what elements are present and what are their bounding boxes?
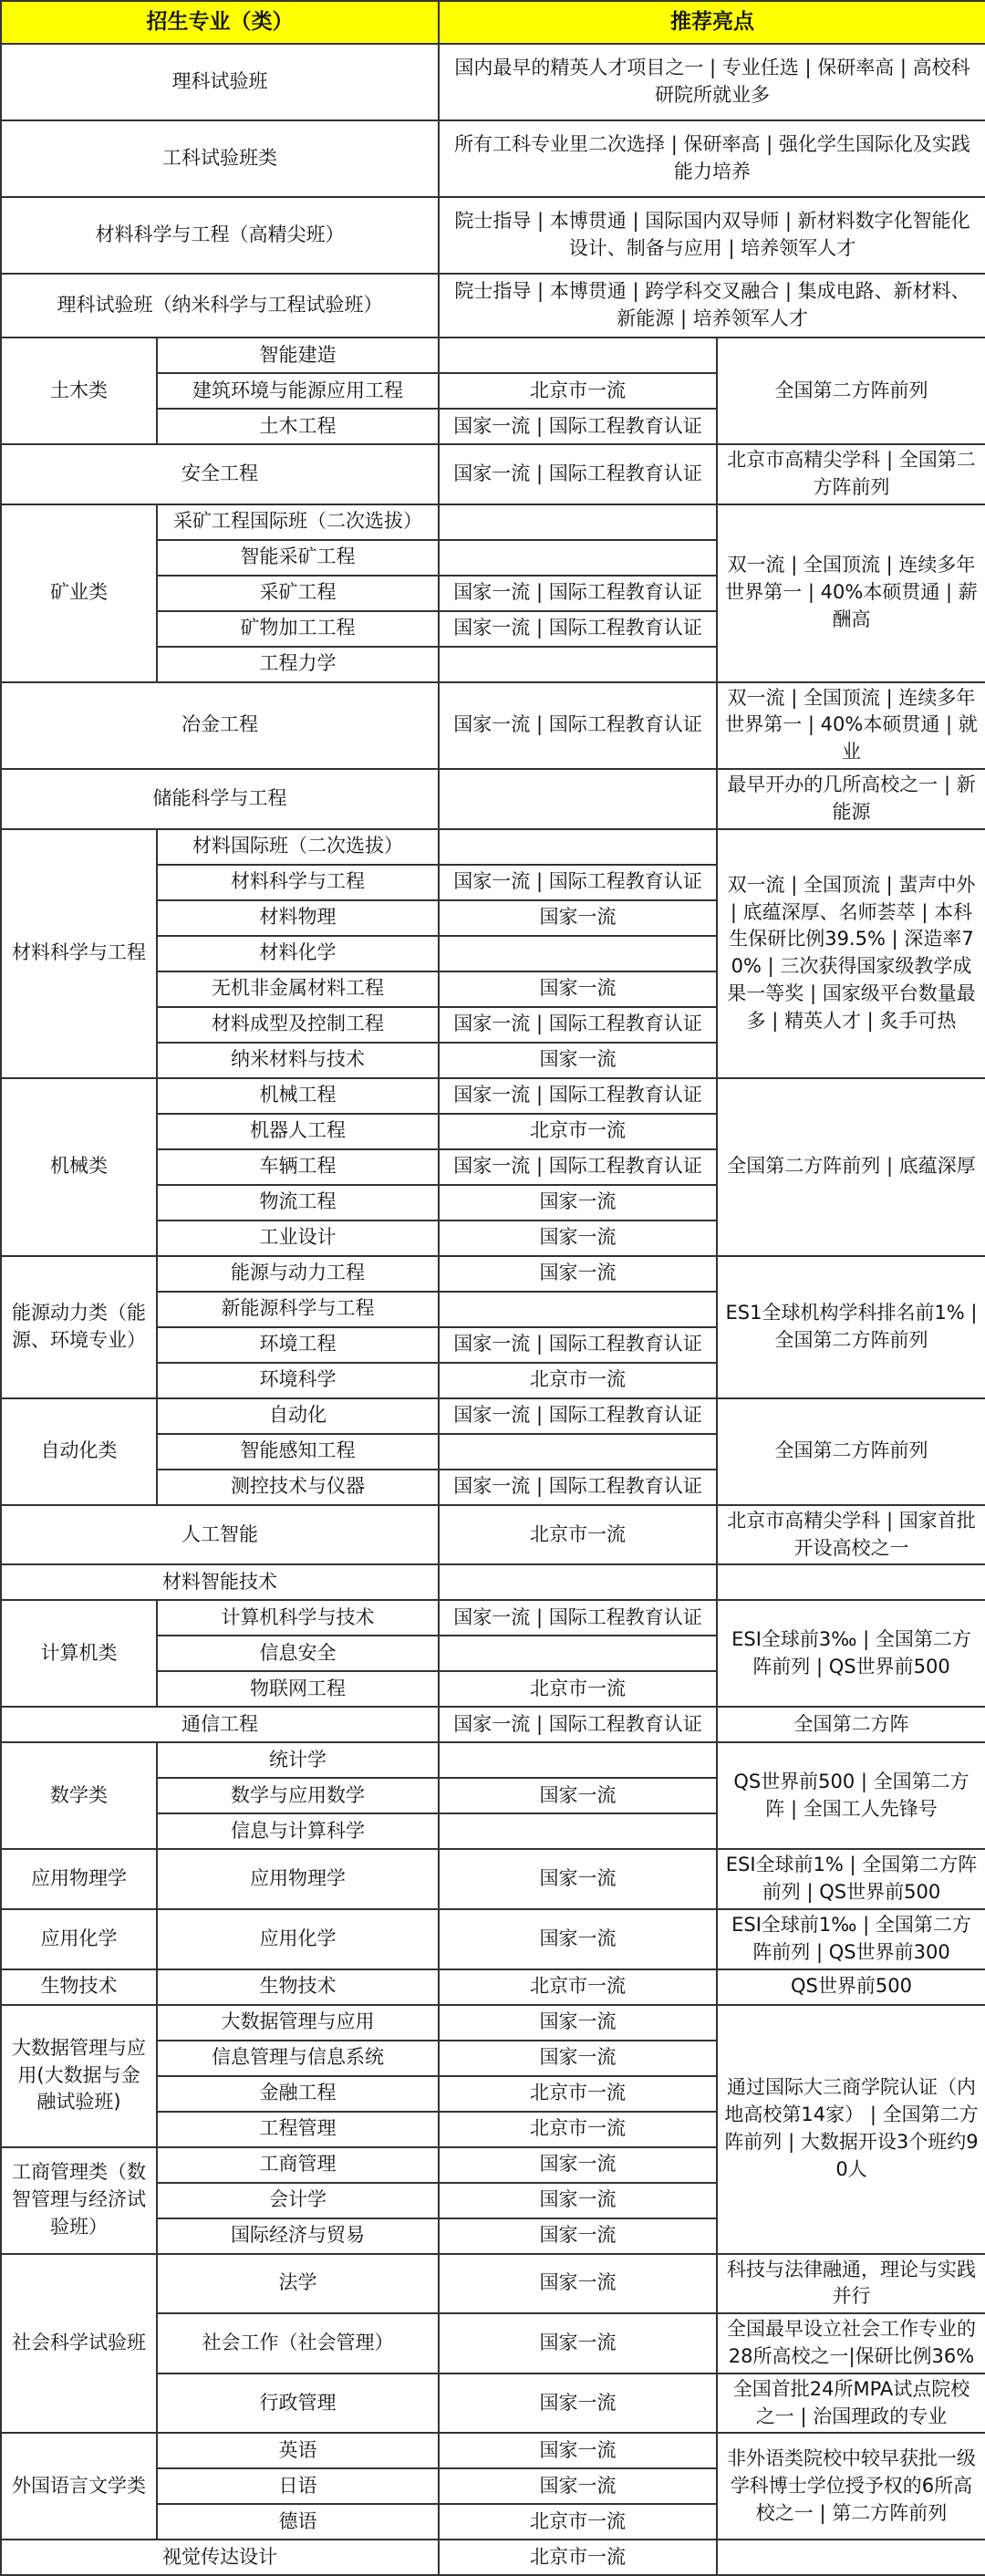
highlight-text: 全国第二方阵前列: [717, 1398, 985, 1505]
major-name: 信息安全: [157, 1636, 439, 1671]
major-name: 统计学: [157, 1742, 439, 1778]
category-name: 矿业类: [1, 504, 157, 682]
rating-cell: [439, 647, 717, 682]
rating-cell: 国家一流: [439, 1185, 717, 1220]
highlight-text: 全国第二方阵前列: [717, 338, 985, 444]
table-row: [1, 682, 985, 769]
major-name: 测控技术与仪器: [157, 1470, 439, 1505]
category-name: 外国语言文学类: [1, 2433, 157, 2540]
highlight-text: 院士指导 | 本博贯通 | 跨学科交叉融合 | 集成电路、新材料、新能源 | 培养领军人才: [439, 274, 985, 338]
major-name: 机械工程: [157, 1078, 439, 1114]
highlight-text: ESI全球前3‰ | 全国第二方阵前列 | QS世界前500: [717, 1600, 985, 1707]
rating-cell: 北京市一流: [439, 1671, 717, 1707]
rating-cell: 国家一流 | 国际工程教育认证: [439, 682, 717, 769]
table-body: [1, 44, 985, 2575]
category-name: 能源动力类（能源、环境专业）: [1, 1256, 157, 1398]
table-row: [1, 44, 985, 120]
major-name: 人工智能: [1, 1505, 439, 1565]
rating-cell: 国家一流: [439, 2147, 717, 2183]
major-name: 国际经济与贸易: [157, 2218, 439, 2254]
rating-cell: [439, 504, 717, 540]
major-name: 车辆工程: [157, 1149, 439, 1185]
major-name: 材料智能技术: [1, 1564, 439, 1600]
highlight-text: ESI全球前1% | 全国第二方阵前列 | QS世界前500: [717, 1849, 985, 1909]
highlight-text: QS世界前500 | 全国第二方阵 | 全国工人先锋号: [717, 1742, 985, 1849]
highlight-text: 全国首批24所MPA试点院校之一 | 治国理政的专业: [717, 2373, 985, 2434]
category-name: 工商管理类（数智管理与经济试验班）: [1, 2147, 157, 2254]
highlight-text: 最早开办的几所高校之一 | 新能源: [717, 769, 985, 829]
major-name: 工程管理: [157, 2112, 439, 2147]
major-name: 理科试验班（纳米科学与工程试验班）: [1, 274, 439, 338]
rating-cell: 北京市一流: [439, 2540, 717, 2575]
rating-cell: 国家一流: [439, 1778, 717, 1813]
category-name: 数学类: [1, 1742, 157, 1849]
rating-cell: [439, 769, 717, 829]
rating-cell: 国家一流: [439, 2373, 717, 2434]
major-name: 环境科学: [157, 1363, 439, 1398]
major-name: 冶金工程: [1, 682, 439, 769]
highlight-text: 北京市高精尖学科 | 全国第二方阵前列: [717, 444, 985, 504]
table-row: [1, 1564, 985, 1600]
rating-cell: 国家一流 | 国际工程教育认证: [439, 1078, 717, 1114]
rating-cell: 国家一流 | 国际工程教育认证: [439, 409, 717, 444]
highlight-text: [717, 2540, 985, 2575]
highlight-text: QS世界前500: [717, 1969, 985, 2005]
major-name: 工科试验班类: [1, 120, 439, 197]
highlight-text: 所有工科专业里二次选择 | 保研率高 | 强化学生国际化及实践能力培养: [439, 120, 985, 197]
major-name: 自动化: [157, 1398, 439, 1434]
rating-cell: 国家一流: [439, 2005, 717, 2041]
rating-cell: 北京市一流: [439, 1363, 717, 1398]
rating-cell: [439, 829, 717, 865]
rating-cell: [439, 1564, 717, 1600]
major-name: 环境工程: [157, 1327, 439, 1363]
rating-cell: 国家一流 | 国际工程教育认证: [439, 865, 717, 900]
major-name: 安全工程: [1, 444, 439, 504]
rating-cell: 国家一流 | 国际工程教育认证: [439, 1600, 717, 1636]
highlight-text: 院士指导 | 本博贯通 | 国际国内双导师 | 新材料数字化智能化设计、制备与应用 | 培养领军人才: [439, 197, 985, 274]
major-name: 物流工程: [157, 1185, 439, 1220]
table-row: [1, 1707, 985, 1742]
table-row: [1, 1849, 985, 1909]
category-name: 土木类: [1, 338, 157, 444]
major-name: 法学: [157, 2254, 439, 2314]
major-name: 材料化学: [157, 936, 439, 971]
major-name: 通信工程: [1, 1707, 439, 1742]
major-name: 能源与动力工程: [157, 1256, 439, 1292]
major-name: 材料科学与工程: [157, 865, 439, 900]
rating-cell: [439, 936, 717, 971]
highlight-text: [717, 1564, 985, 1600]
table-row: [1, 1398, 985, 1434]
rating-cell: 国家一流: [439, 2468, 717, 2504]
major-name: 信息与计算科学: [157, 1813, 439, 1849]
major-name: 德语: [157, 2504, 439, 2540]
rating-cell: 国家一流: [439, 2041, 717, 2076]
rating-cell: 国家一流: [439, 1909, 717, 1969]
rating-cell: 北京市一流: [439, 373, 717, 409]
major-name: 矿物加工工程: [157, 611, 439, 647]
rating-cell: 国家一流 | 国际工程教育认证: [439, 611, 717, 647]
header-row: [1, 1, 985, 44]
rating-cell: 北京市一流: [439, 1969, 717, 2005]
rating-cell: 国家一流: [439, 1220, 717, 1256]
major-name: 材料国际班（二次选拔）: [157, 829, 439, 865]
major-name: 行政管理: [157, 2373, 439, 2434]
highlight-text: 科技与法律融通，理论与实践并行: [717, 2254, 985, 2314]
major-name: 英语: [157, 2433, 439, 2468]
major-name: 会计学: [157, 2183, 439, 2218]
rating-cell: 国家一流 | 国际工程教育认证: [439, 1007, 717, 1043]
major-name: 应用物理学: [157, 1849, 439, 1909]
rating-cell: 国家一流: [439, 2218, 717, 2254]
major-name: 社会工作（社会管理）: [157, 2313, 439, 2373]
major-name: 视觉传达设计: [1, 2540, 439, 2575]
table-row: [1, 1909, 985, 1969]
rating-cell: [439, 1292, 717, 1327]
rating-cell: 国家一流 | 国际工程教育认证: [439, 1707, 717, 1742]
rating-cell: [439, 1742, 717, 1778]
rating-cell: 北京市一流: [439, 2076, 717, 2112]
rating-cell: 国家一流: [439, 1849, 717, 1909]
table-row: [1, 274, 985, 338]
major-name: 机器人工程: [157, 1114, 439, 1149]
category-name: 计算机类: [1, 1600, 157, 1707]
rating-cell: 北京市一流: [439, 2504, 717, 2540]
rating-cell: 国家一流: [439, 900, 717, 936]
category-name: 机械类: [1, 1078, 157, 1256]
table-row: [1, 829, 985, 865]
highlight-text: 北京市高精尖学科 | 国家首批开设高校之一: [717, 1505, 985, 1565]
rating-cell: 国家一流 | 国际工程教育认证: [439, 444, 717, 504]
rating-cell: 国家一流: [439, 2313, 717, 2373]
highlight-text: 双一流 | 全国顶流 | 连续多年世界第一 | 40%本硕贯通 | 薪酬高: [717, 504, 985, 682]
major-name: 新能源科学与工程: [157, 1292, 439, 1327]
table-row: [1, 444, 985, 504]
category-name: 材料科学与工程: [1, 829, 157, 1078]
category-name: 应用物理学: [1, 1849, 157, 1909]
rating-cell: 国家一流 | 国际工程教育认证: [439, 1327, 717, 1363]
rating-cell: 国家一流 | 国际工程教育认证: [439, 1470, 717, 1505]
highlight-text: 国内最早的精英人才项目之一 | 专业任选 | 保研率高 | 高校科研院所就业多: [439, 44, 985, 120]
rating-cell: [439, 338, 717, 373]
highlight-text: 双一流 | 全国顶流 | 蜚声中外 | 底蕴深厚、名师荟萃 | 本科生保研比例39.5% | 深造率70% | 三次获得国家级教学成果一等奖 | 国家级平台数量最多 | 精英人才 | 炙手可热: [717, 829, 985, 1078]
table-row: [1, 338, 985, 373]
major-name: 材料科学与工程（高精尖班）: [1, 197, 439, 274]
major-name: 智能感知工程: [157, 1434, 439, 1470]
major-name: 大数据管理与应用: [157, 2005, 439, 2041]
table-row: [1, 1078, 985, 1114]
rating-cell: 国家一流: [439, 1043, 717, 1078]
major-name: 工程力学: [157, 647, 439, 682]
category-name: 应用化学: [1, 1909, 157, 1969]
highlight-text: 双一流 | 全国顶流 | 连续多年世界第一 | 40%本硕贯通 | 就业: [717, 682, 985, 769]
major-name: 日语: [157, 2468, 439, 2504]
major-name: 工商管理: [157, 2147, 439, 2183]
major-name: 生物技术: [157, 1969, 439, 2005]
table-row: [1, 2254, 985, 2314]
table-row: [1, 2540, 985, 2575]
rating-cell: [439, 1434, 717, 1470]
rating-cell: 北京市一流: [439, 2112, 717, 2147]
table-row: [1, 1505, 985, 1565]
highlight-text: ESI全球前1‰ | 全国第二方阵前列 | QS世界前300: [717, 1909, 985, 1969]
major-name: 材料物理: [157, 900, 439, 936]
highlight-text: 通过国际大三商学院认证（内地高校第14家） | 全国第二方阵前列 | 大数据开设3个班约90人: [717, 2005, 985, 2254]
rating-cell: 北京市一流: [439, 1505, 717, 1565]
rating-cell: 国家一流: [439, 2183, 717, 2218]
highlight-text: 非外语类院校中较早获批一级学科博士学位授予权的6所高校之一 | 第二方阵前列: [717, 2433, 985, 2540]
rating-cell: 国家一流 | 国际工程教育认证: [439, 1398, 717, 1434]
rating-cell: 国家一流 | 国际工程教育认证: [439, 1149, 717, 1185]
major-name: 应用化学: [157, 1909, 439, 1969]
highlight-text: ES1全球机构学科排名前1% | 全国第二方阵前列: [717, 1256, 985, 1398]
rating-cell: 国家一流: [439, 1256, 717, 1292]
major-name: 计算机科学与技术: [157, 1600, 439, 1636]
rating-cell: [439, 1813, 717, 1849]
rating-cell: 国家一流: [439, 2433, 717, 2468]
header-category: 招生专业（类）: [1, 1, 439, 44]
major-name: 纳米材料与技术: [157, 1043, 439, 1078]
table-row: [1, 2005, 985, 2041]
highlight-text: 全国第二方阵: [717, 1707, 985, 1742]
major-name: 智能建造: [157, 338, 439, 373]
category-name: 大数据管理与应用(大数据与金融试验班): [1, 2005, 157, 2147]
rating-cell: [439, 540, 717, 576]
table-row: [1, 197, 985, 274]
rating-cell: 国家一流 | 国际工程教育认证: [439, 576, 717, 611]
table-row: [1, 1600, 985, 1636]
major-name: 工业设计: [157, 1220, 439, 1256]
table-row: [1, 120, 985, 197]
category-name: 自动化类: [1, 1398, 157, 1505]
major-name: 土木工程: [157, 409, 439, 444]
major-name: 无机非金属材料工程: [157, 971, 439, 1007]
highlight-text: 全国第二方阵前列 | 底蕴深厚: [717, 1078, 985, 1256]
category-name: 生物技术: [1, 1969, 157, 2005]
major-name: 数学与应用数学: [157, 1778, 439, 1813]
table-row: [1, 1256, 985, 1292]
table-row: [1, 769, 985, 829]
major-name: 采矿工程: [157, 576, 439, 611]
table-row: [1, 2433, 985, 2468]
table-row: [1, 1742, 985, 1778]
major-name: 建筑环境与能源应用工程: [157, 373, 439, 409]
major-name: 材料成型及控制工程: [157, 1007, 439, 1043]
major-name: 金融工程: [157, 2076, 439, 2112]
header-highlights: 推荐亮点: [439, 1, 985, 44]
table-row: [1, 504, 985, 540]
major-name: 物联网工程: [157, 1671, 439, 1707]
major-name: 储能科学与工程: [1, 769, 439, 829]
table-row: [1, 1969, 985, 2005]
major-name: 智能采矿工程: [157, 540, 439, 576]
major-name: 信息管理与信息系统: [157, 2041, 439, 2076]
rating-cell: 国家一流: [439, 971, 717, 1007]
category-name: 社会科学试验班: [1, 2254, 157, 2434]
rating-cell: [439, 1636, 717, 1671]
rating-cell: 北京市一流: [439, 1114, 717, 1149]
major-name: 采矿工程国际班（二次选拔）: [157, 504, 439, 540]
major-name: 理科试验班: [1, 44, 439, 120]
highlight-text: 全国最早设立社会工作专业的28所高校之一|保研比例36%: [717, 2313, 985, 2373]
rating-cell: 国家一流: [439, 2254, 717, 2314]
